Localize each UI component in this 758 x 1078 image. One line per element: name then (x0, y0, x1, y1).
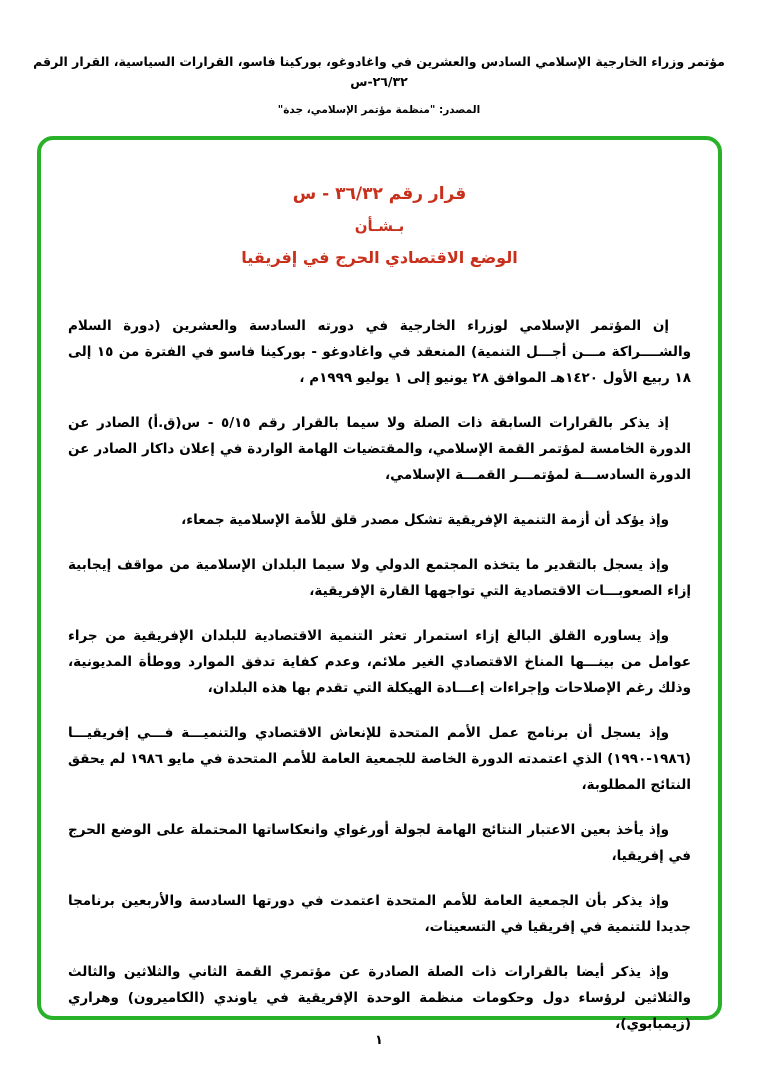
paragraph-lead: وإذ يذكر (613, 893, 669, 909)
paragraph-lead: وإذ يؤكد (615, 512, 669, 528)
resolution-body (41, 313, 718, 1037)
paragraph-lead: وإذ يساوره القلق (548, 628, 669, 644)
paragraph-text: البالغ إزاء استمرار تعثر التنمية الاقتصادية للبلدان الإفريقية من جراء عوامل من بينـــها المناخ الاقتصادي الغير ملائم، وعدم كفاية تدفق الموارد ووطأة المديونية، وذلك رغم الإصلاحات وإجراءات إعـــادة الهيكلة التي تقدم بها هذه البلدان، (68, 628, 691, 696)
header-citation (30, 52, 728, 116)
paragraph-lead: وإذ يأخذ (616, 822, 669, 838)
paragraph-text: بأن الجمعية العامة للأمم المتحدة اعتمدت في دورتها السادسة والأربعين برنامجا جديدا للتنمية في إفريقيا في التسعينات، (68, 893, 691, 935)
paragraph-text: بالتقدير ما يتخذه المجتمع الدولي ولا سيما البلدان الإسلامية من مواقف إيجابية إزاء الصعوبـــات الاقتصادية التي تواجهها القارة الإفريقية، (68, 557, 691, 599)
paragraph (68, 410, 691, 488)
resolution-subject: الوضع الاقتصادي الحرج في إفريقيا (241, 248, 518, 267)
paragraph-lead: وإذ يسجل (602, 557, 670, 573)
title-block (41, 184, 718, 267)
paragraph-text: بالقرارات ذات الصلة الصادرة عن مؤتمري القمة الثاني والثلاثين والثالث والثلاثين لرؤساء دول وحكومات منظمة الوحدة الإفريقية في ياوندي (الكاميرون) وهراري (زيمبابوي)، (68, 964, 691, 1032)
paragraph-text: إن المؤتمر الإسلامي لوزراء الخارجية في دورته السادسة والعشرين (دورة السلام والشــــراكة مـــن أجـــل التنمية) المنعقد في واغادوغو - بوركينا فاسو في الفترة من ١٥ إلى ١٨ ربيع الأول ١٤٢٠هـ الموافق ٢٨ يونيو إلى ١ يوليو ١٩٩٩م ، (68, 318, 691, 386)
paragraph (68, 720, 691, 798)
paragraph-text: بعين الاعتبار النتائج الهامة لجولة أورغواي وانعكاساتها المحتملة على الوضع الحرج في إفريقيا، (68, 822, 691, 864)
paragraph (68, 507, 691, 533)
citation-line: مؤتمر وزراء الخارجية الإسلامي السادس والعشرين في واغادوغو، بوركينا فاسو، القرارات السياسية، القرار الرقم ٢٦/٣٢-س (33, 54, 725, 89)
page-number: ١ (375, 1033, 383, 1048)
paragraph (68, 623, 691, 701)
paragraph-text: بالقرارات السابقة ذات الصلة ولا سيما بالقرار رقم ٥/١٥ - س(ق.أ) الصادر عن الدورة الخامسة لمؤتمر القمة الإسلامي، والمقتضيات الهامة الواردة في إعلان داكار الصادر عن الدورة السادســـة لمؤتمـــر القمـــة الإسلامي، (68, 415, 691, 483)
paragraph-lead: وإذ يذكر أيضا (576, 964, 670, 980)
paragraph (68, 888, 691, 940)
paragraph-lead: وإذ يسجل (600, 725, 669, 741)
resolution-frame (37, 136, 722, 1032)
paragraph-text: أن برنامج عمل الأمم المتحدة للإنعاش الاقتصادي والتنميـــة فـــي إفريقيـــا (١٩٨٦-١٩٩٠) الذي اعتمدته الدورة الخاصة للجمعية العامة للأمم المتحدة في مايو ١٩٨٦ لم يحقق النتائج المطلوبة، (68, 725, 691, 793)
paragraph (68, 817, 691, 869)
source-line: المصدر: "منظمة مؤتمر الإسلامي، جدة" (277, 104, 481, 116)
paragraph (68, 552, 691, 604)
paragraph-text: أن أزمة التنمية الإفريقية تشكل مصدر قلق للأمة الإسلامية جمعاء، (181, 512, 616, 528)
paragraph-lead: إذ يذكر (620, 415, 670, 431)
resolution-number-title: قرار رقم ٣٦/٣٢ - س (292, 184, 467, 204)
paragraph (68, 959, 691, 1037)
paragraph (68, 313, 691, 391)
subject-label: بـشـأن (354, 217, 405, 235)
